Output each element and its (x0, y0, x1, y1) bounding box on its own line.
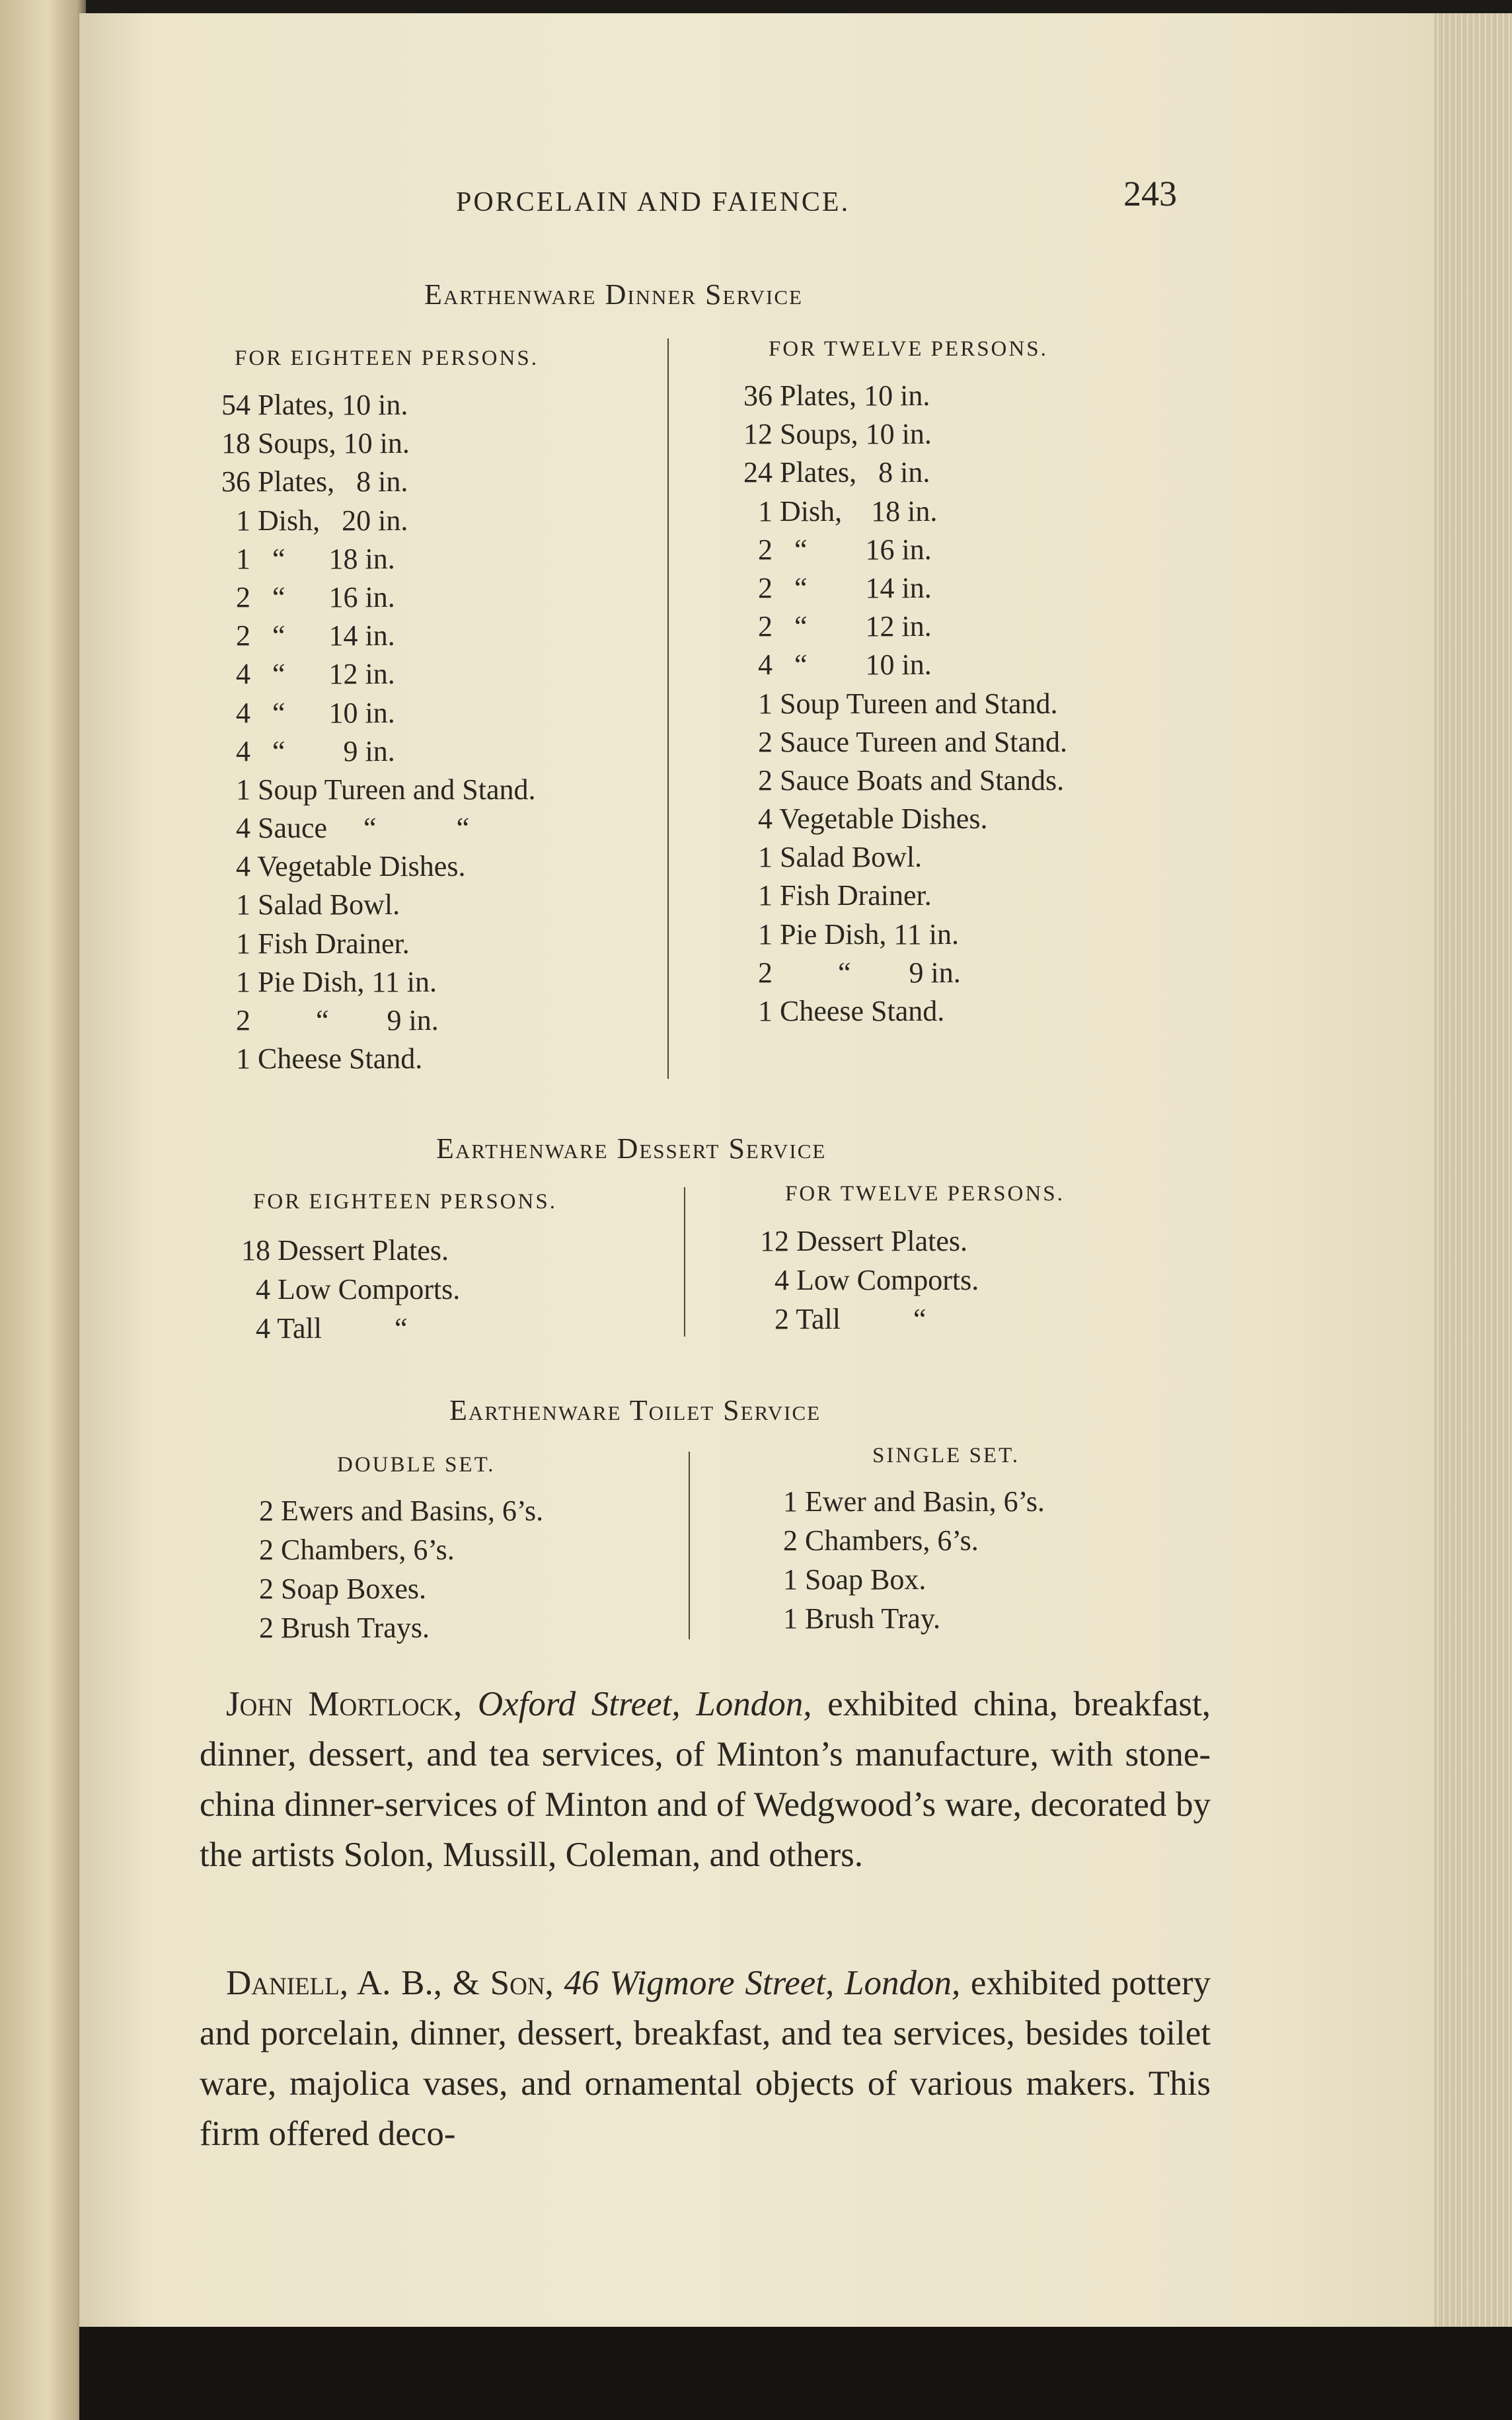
list-item: 2 Chambers, 6’s. (783, 1524, 979, 1557)
list-item: 4 Sauce “ “ (221, 812, 470, 845)
list-item: 1 Soap Box. (783, 1563, 926, 1596)
list-item: 2 Soap Boxes. (259, 1573, 426, 1605)
dessert-left-heading: FOR EIGHTEEN PERSONS. (253, 1190, 557, 1214)
paragraph-mortlock (200, 1679, 1211, 1880)
list-item: 4 Low Comports. (241, 1273, 461, 1306)
list-item: 12 Soups, 10 in. (743, 418, 932, 451)
paragraph-text: exhibited pottery and porcelain, dinner, dessert, breakfast, and tea services, besides toilet ware, majolica vases, and ornamental objects of various makers. This firm offered deco- (200, 1964, 1211, 2153)
list-item: 2 “ 16 in. (221, 580, 395, 613)
list-item: 18 Soups, 10 in. (221, 427, 410, 460)
list-item: 1 Salad Bowl. (221, 888, 400, 921)
dessert-column-divider (684, 1187, 685, 1337)
list-item: 2 Tall “ (760, 1303, 926, 1335)
list-item: 1 Pie Dish, 11 in. (743, 917, 959, 951)
toilet-right-list (783, 1482, 1045, 1638)
exhibitor-name: Daniell, A. B., & Son, (226, 1964, 554, 2002)
list-item: 4 “ 10 in. (743, 648, 932, 682)
dinner-title-pre: Earthenware (424, 278, 605, 311)
list-item: 54 Plates, 10 in. (221, 389, 408, 421)
list-item: 4 “ 10 in. (221, 696, 395, 729)
list-item: 4 Tall “ (241, 1312, 408, 1345)
list-item: 4 “ 9 in. (221, 734, 395, 767)
exhibitor-address: Oxford Street, London, (477, 1685, 812, 1723)
toilet-title-pre: Earthenware (449, 1394, 630, 1426)
page-stack-edges (1434, 13, 1512, 2366)
exhibitor-name: John Mortlock, (226, 1685, 463, 1723)
toilet-service-title (449, 1393, 821, 1427)
list-item: 4 “ 12 in. (221, 658, 395, 691)
dessert-title-post: Dessert Service (617, 1132, 827, 1165)
dessert-service-title (436, 1132, 826, 1165)
toilet-right-heading: SINGLE SET. (872, 1444, 1020, 1467)
list-item: 1 Ewer and Basin, 6’s. (783, 1485, 1045, 1518)
list-item: 1 Soup Tureen and Stand. (221, 773, 536, 806)
list-item: 1 Dish, 20 in. (221, 504, 408, 537)
exhibitor-address: 46 Wigmore Street, London, (564, 1964, 961, 2002)
list-item: 36 Plates, 10 in. (743, 379, 930, 412)
dinner-left-list (221, 386, 535, 1078)
list-item: 1 “ 18 in. (221, 542, 395, 575)
toilet-left-list (259, 1491, 543, 1647)
page-number: 243 (1123, 174, 1177, 214)
dessert-right-list (760, 1222, 979, 1339)
list-item: 12 Dessert Plates. (760, 1225, 968, 1257)
list-item: 1 Fish Drainer. (743, 879, 932, 912)
list-item: 2 Brush Trays. (259, 1612, 430, 1644)
toilet-column-divider (689, 1452, 690, 1639)
left-page-edge (0, 0, 86, 2420)
list-item: 36 Plates, 8 in. (221, 465, 408, 498)
list-item: 1 Cheese Stand. (221, 1042, 423, 1075)
running-head: PORCELAIN AND FAIENCE. (456, 187, 850, 217)
list-item: 2 “ 12 in. (743, 610, 932, 643)
paragraph-text: exhibited china, breakfast, dinner, dessert, and tea services, of Minton’s manufacture, with stone-china dinner-services of Minton and of Wedgwood’s ware, decorated by the artists Solon, Mussill, Coleman, and others. (200, 1685, 1211, 1874)
dinner-right-heading: FOR TWELVE PERSONS. (769, 337, 1048, 361)
dessert-left-list (241, 1231, 460, 1348)
list-item: 1 Cheese Stand. (743, 995, 945, 1027)
list-item: 4 Vegetable Dishes. (221, 850, 466, 883)
list-item: 2 Ewers and Basins, 6’s. (259, 1495, 544, 1527)
list-item: 1 Salad Bowl. (743, 841, 923, 874)
list-item: 1 Brush Tray. (783, 1602, 940, 1635)
list-item: 18 Dessert Plates. (241, 1234, 449, 1267)
paragraph-daniell (200, 1958, 1211, 2159)
dinner-column-divider (667, 338, 669, 1079)
dessert-right-heading: FOR TWELVE PERSONS. (785, 1182, 1065, 1206)
toilet-title-post: Toilet Service (629, 1394, 821, 1426)
bottom-shadow (79, 2327, 1512, 2420)
list-item: 2 “ 16 in. (743, 533, 932, 566)
dessert-title-pre: Earthenware (436, 1132, 617, 1165)
dinner-service-title (424, 278, 803, 311)
list-item: 1 Fish Drainer. (221, 927, 410, 960)
dinner-right-list (743, 377, 1067, 1031)
dinner-left-heading: FOR EIGHTEEN PERSONS. (235, 346, 539, 370)
list-item: 2 “ 14 in. (221, 619, 395, 652)
list-item: 1 Dish, 18 in. (743, 494, 938, 527)
list-item: 4 Low Comports. (760, 1264, 979, 1296)
list-item: 2 “ 9 in. (221, 1004, 439, 1036)
list-item: 1 Pie Dish, 11 in. (221, 965, 437, 998)
list-item: 2 “ 9 in. (743, 956, 961, 989)
list-item: 2 Sauce Tureen and Stand. (743, 725, 1068, 758)
list-item: 24 Plates, 8 in. (743, 456, 930, 489)
list-item: 1 Soup Tureen and Stand. (743, 687, 1058, 720)
list-item: 2 “ 14 in. (743, 571, 932, 604)
dinner-title-post: Dinner Service (605, 278, 803, 311)
list-item: 2 Sauce Boats and Stands. (743, 763, 1065, 797)
list-item: 4 Vegetable Dishes. (743, 802, 988, 836)
toilet-left-heading: DOUBLE SET. (337, 1453, 496, 1477)
list-item: 2 Chambers, 6’s. (259, 1534, 455, 1566)
